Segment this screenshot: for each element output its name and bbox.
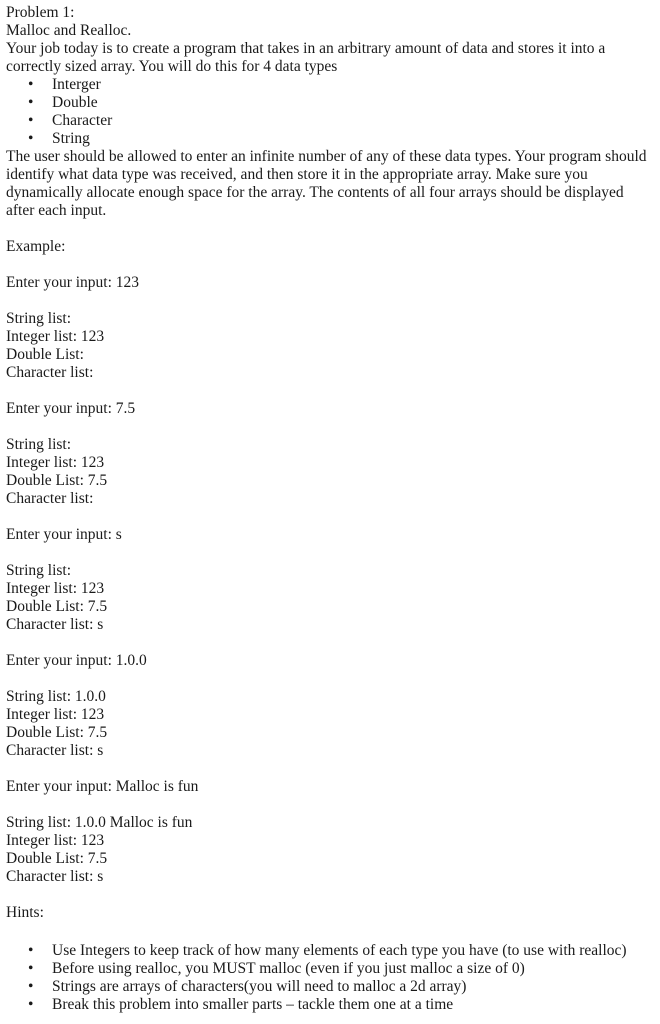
example-output-line: Character list: s	[6, 868, 104, 885]
bullet-icon: •	[28, 76, 34, 93]
list-item: • Use Integers to keep track of how many elements of each type you have (to use with realloc)	[28, 942, 627, 959]
example-output-line: Integer list: 123	[6, 832, 105, 849]
example-output-line: String list: 1.0.0 Malloc is fun	[6, 814, 193, 831]
bullet-icon: •	[28, 978, 34, 995]
hints-list	[6, 942, 656, 1014]
problem-title: Problem 1:	[6, 4, 75, 21]
bullet-icon: •	[28, 942, 34, 959]
list-item: • Character	[28, 112, 113, 129]
example-output-line: Double List: 7.5	[6, 598, 108, 615]
list-item: • Before using realloc, you MUST malloc (even if you just malloc a size of 0)	[28, 960, 525, 977]
example-output-line: Integer list: 123	[6, 706, 105, 723]
example-output-line: Character list:	[6, 364, 94, 381]
example-output-line: Integer list: 123	[6, 580, 105, 597]
problem-description: The user should be allowed to enter an infinite number of any of these data types. Your program should identify what data type was received, and then store it in the appropriate array. Make sure you dynamically allocate enough space for the array. The contents of all four arrays should be displayed after each input.	[6, 148, 647, 219]
example-output-line: Character list:	[6, 490, 94, 507]
example-output-line: String list: 1.0.0	[6, 688, 106, 705]
example-input-line: Enter your input: 7.5	[6, 400, 136, 417]
problem-subtitle: Malloc and Realloc.	[6, 22, 132, 39]
bullet-icon: •	[28, 996, 34, 1013]
example-output-line: String list:	[6, 562, 72, 579]
example-output-line: Character list: s	[6, 742, 104, 759]
bullet-icon: •	[28, 94, 34, 111]
list-item: • String	[28, 130, 90, 147]
bullet-icon: •	[28, 130, 34, 147]
example-input-line: Enter your input: Malloc is fun	[6, 778, 199, 795]
data-type-list	[6, 76, 656, 148]
problem-intro: Your job today is to create a program that takes in an arbitrary amount of data and stores it into a correctly sized array. You will do this for 4 data types	[6, 40, 606, 75]
example-output-line: String list:	[6, 436, 72, 453]
hints-heading: Hints:	[6, 904, 44, 921]
list-item: • Double	[28, 94, 98, 111]
list-item: • Strings are arrays of characters(you will need to malloc a 2d array)	[28, 978, 467, 995]
example-output-line: Double List: 7.5	[6, 724, 108, 741]
example-output-line: Double List:	[6, 346, 84, 363]
list-item: • Interger	[28, 76, 101, 93]
example-input-line: Enter your input: 1.0.0	[6, 652, 147, 669]
example-output-line: Integer list: 123	[6, 454, 105, 471]
example-input-line: Enter your input: s	[6, 526, 122, 543]
example-input-line: Enter your input: 123	[6, 274, 140, 291]
bullet-icon: •	[28, 960, 34, 977]
example-output-line: Character list: s	[6, 616, 104, 633]
example-output-line: Double List: 7.5	[6, 472, 108, 489]
example-heading: Example:	[6, 238, 66, 255]
list-item: • Break this problem into smaller parts – tackle them one at a time	[28, 996, 454, 1013]
example-output-line: Integer list: 123	[6, 328, 105, 345]
example-output-line: String list:	[6, 310, 72, 327]
example-output-line: Double List: 7.5	[6, 850, 108, 867]
bullet-icon: •	[28, 112, 34, 129]
